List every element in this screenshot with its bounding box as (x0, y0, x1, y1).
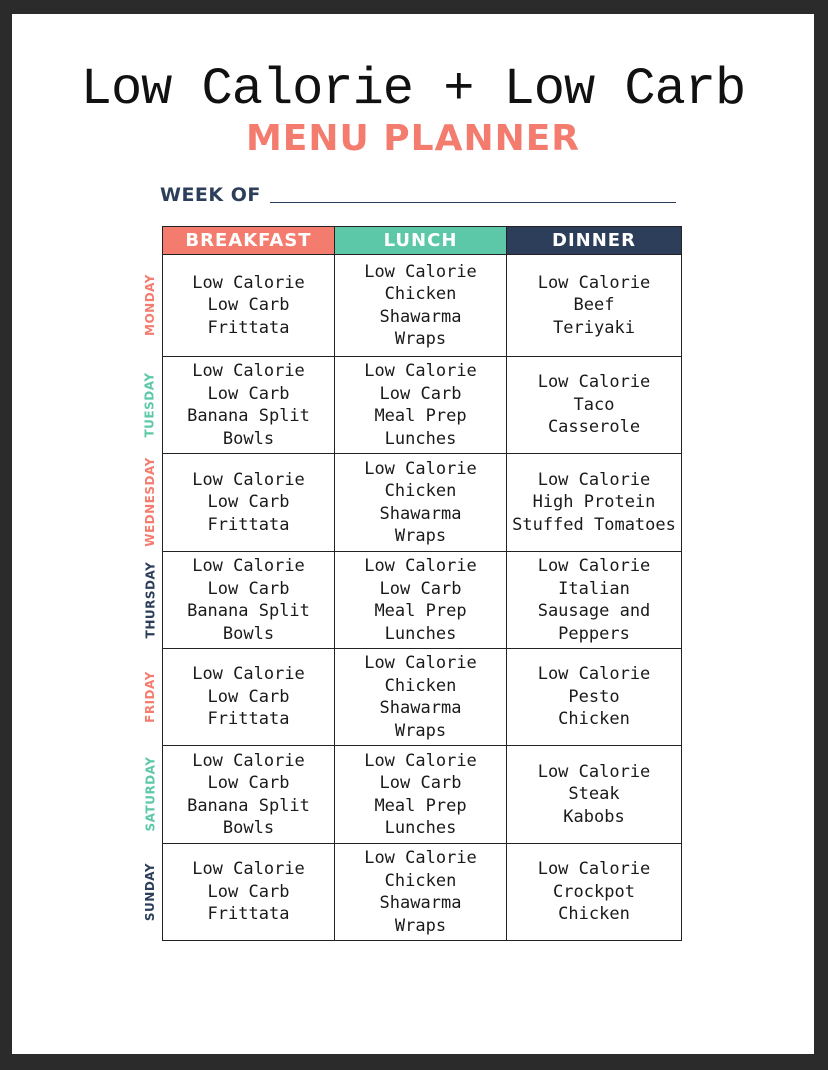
table-row (163, 844, 682, 941)
day-label-saturday (140, 745, 160, 843)
meal-cell-breakfast[interactable]: Low Calorie Low Carb Banana Split Bowls (163, 357, 335, 454)
table-row (163, 357, 682, 454)
day-label-wednesday (140, 453, 160, 551)
day-label-text: THURSDAY (143, 561, 157, 638)
day-label-text: SUNDAY (143, 862, 157, 921)
day-label-text: WEDNESDAY (143, 457, 158, 547)
menu-table (162, 226, 682, 941)
meal-cell-lunch[interactable]: Low Calorie Low Carb Meal Prep Lunches (335, 552, 507, 649)
meal-cell-dinner[interactable]: Low Calorie Pesto Chicken (507, 649, 682, 746)
meal-cell-lunch[interactable]: Low Calorie Chicken Shawarma Wraps (335, 844, 507, 941)
meal-cell-breakfast[interactable]: Low Calorie Low Carb Banana Split Bowls (163, 746, 335, 844)
day-label-text: TUESDAY (143, 371, 157, 438)
meal-cell-breakfast[interactable]: Low Calorie Low Carb Frittata (163, 649, 335, 746)
meal-cell-dinner[interactable]: Low Calorie Beef Teriyaki (507, 255, 682, 357)
meal-cell-lunch[interactable]: Low Calorie Chicken Shawarma Wraps (335, 454, 507, 552)
meal-cell-dinner[interactable]: Low Calorie Crockpot Chicken (507, 844, 682, 941)
day-label-tuesday (140, 356, 160, 453)
meal-cell-dinner[interactable]: Low Calorie Taco Casserole (507, 357, 682, 454)
column-header-lunch: LUNCH (335, 227, 507, 255)
meal-cell-breakfast[interactable]: Low Calorie Low Carb Banana Split Bowls (163, 552, 335, 649)
table-row (163, 552, 682, 649)
day-label-text: FRIDAY (143, 670, 158, 723)
day-label-thursday (140, 551, 160, 648)
column-header-row (163, 227, 682, 255)
day-label-monday (140, 254, 160, 356)
column-header-breakfast: BREAKFAST (163, 227, 335, 255)
menu-body (163, 255, 682, 941)
meal-cell-lunch[interactable]: Low Calorie Chicken Shawarma Wraps (335, 649, 507, 746)
table-row (163, 255, 682, 357)
menu-planner-page (12, 14, 814, 1054)
day-label-friday (140, 648, 160, 745)
day-label-text: MONDAY (143, 274, 158, 336)
column-header-dinner: DINNER (507, 227, 682, 255)
meal-cell-breakfast[interactable]: Low Calorie Low Carb Frittata (163, 255, 335, 357)
week-of-line[interactable] (270, 202, 676, 203)
page-title: Low Calorie + Low Carb (80, 60, 746, 119)
table-row (163, 649, 682, 746)
meal-cell-lunch[interactable]: Low Calorie Chicken Shawarma Wraps (335, 255, 507, 357)
week-of-label: WEEK OF (160, 184, 261, 206)
meal-cell-lunch[interactable]: Low Calorie Low Carb Meal Prep Lunches (335, 746, 507, 844)
day-label-text: SATURDAY (143, 756, 157, 832)
meal-cell-dinner[interactable]: Low Calorie Italian Sausage and Peppers (507, 552, 682, 649)
meal-cell-dinner[interactable]: Low Calorie Steak Kabobs (507, 746, 682, 844)
meal-cell-breakfast[interactable]: Low Calorie Low Carb Frittata (163, 844, 335, 941)
meal-cell-breakfast[interactable]: Low Calorie Low Carb Frittata (163, 454, 335, 552)
table-row (163, 454, 682, 552)
page-subtitle: MENU PLANNER (245, 118, 581, 159)
meal-cell-lunch[interactable]: Low Calorie Low Carb Meal Prep Lunches (335, 357, 507, 454)
day-label-sunday (140, 843, 160, 940)
table-row (163, 746, 682, 844)
meal-cell-dinner[interactable]: Low Calorie High Protein Stuffed Tomatoes (507, 454, 682, 552)
